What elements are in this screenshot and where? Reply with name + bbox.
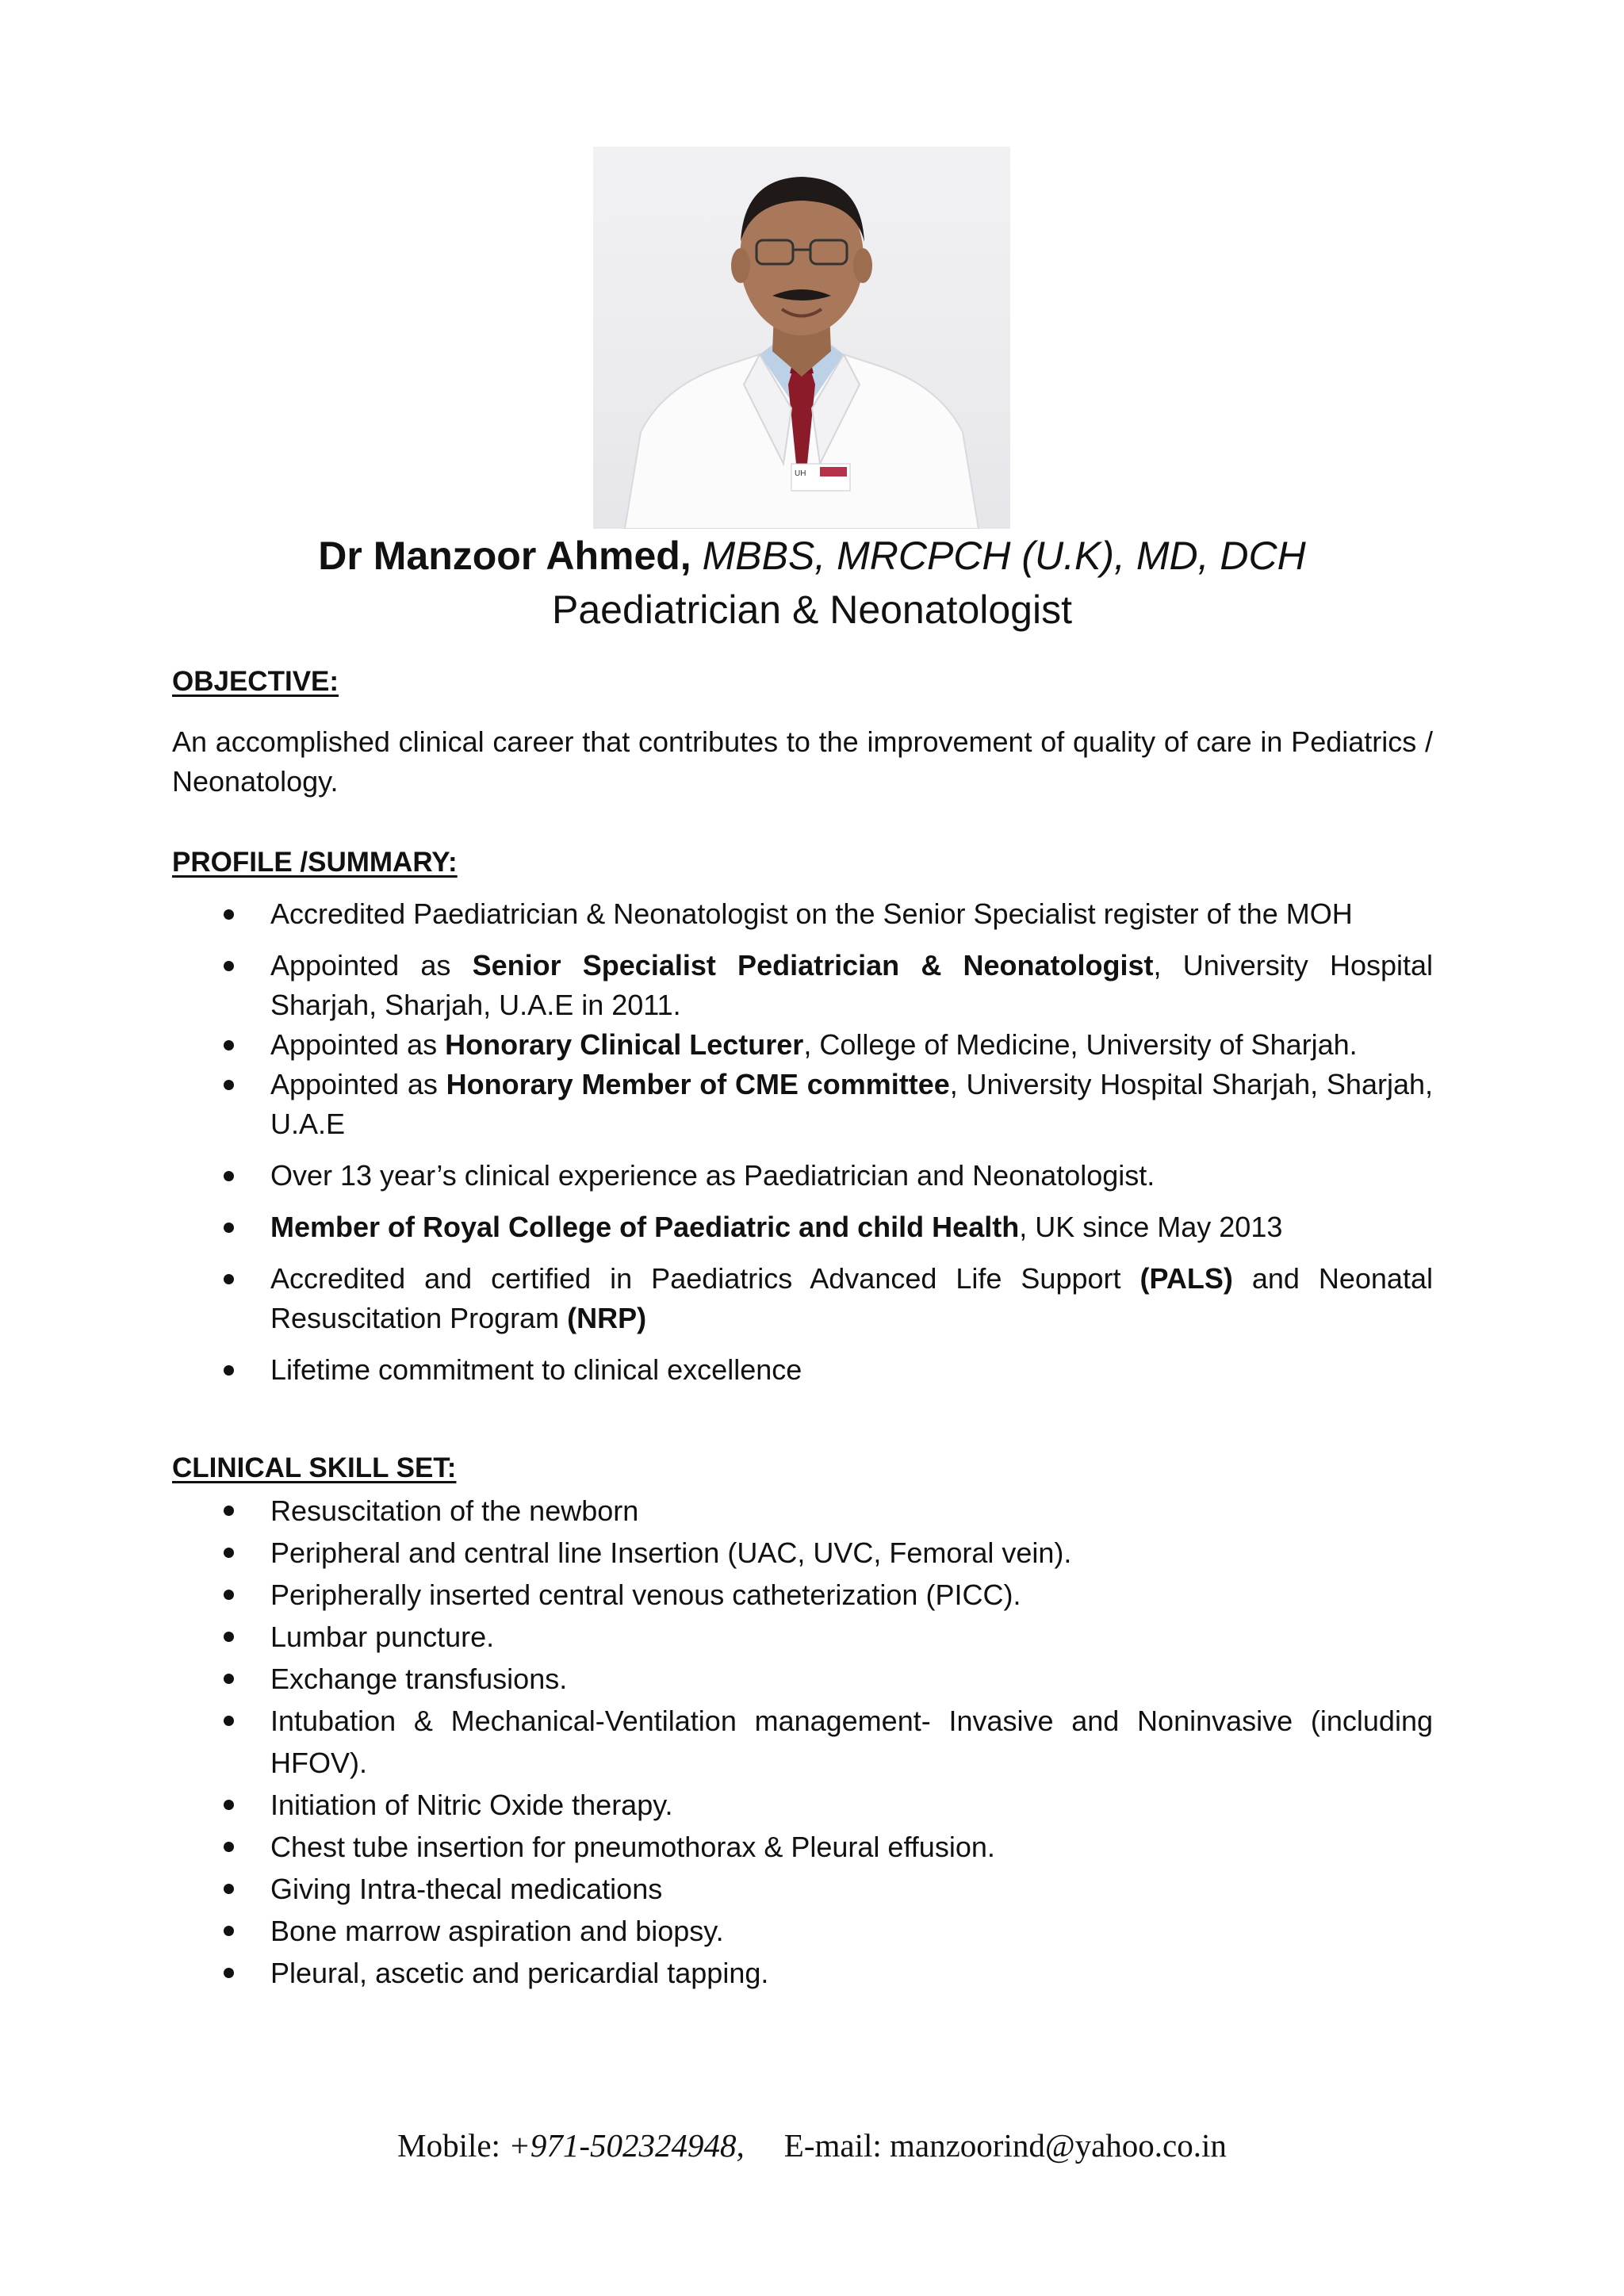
svg-text:UH: UH	[795, 469, 806, 478]
bullet-icon	[224, 1040, 234, 1050]
profile-item-bold: Senior Specialist Pediatrician & Neonatologist	[472, 949, 1154, 982]
profile-item-part: and Neonatal Resuscitation Program	[270, 1262, 1433, 1334]
bullet-icon	[224, 1365, 234, 1376]
profile-item-text	[270, 1065, 1433, 1144]
profile-item-part: , University Hospital Sharjah, Sharjah, U.A.E in 2011.	[270, 949, 1434, 1021]
bullet-icon	[224, 1674, 234, 1684]
bullet-icon	[224, 1926, 234, 1936]
skills-heading: CLINICAL SKILL SET:	[172, 1452, 457, 1483]
profile-item-bold: Honorary Member of CME committee	[446, 1068, 950, 1100]
skill-item-text: Peripherally inserted central venous catheterization (PICC).	[270, 1578, 1021, 1611]
profile-item-part: Lifetime commitment to clinical excellence	[270, 1353, 802, 1386]
profile-item-part: Accredited Paediatrician & Neonatologist on the Senior Specialist register of the MOH	[270, 897, 1353, 930]
profile-item-text	[270, 1025, 1433, 1065]
bullet-icon	[224, 1716, 234, 1726]
email-label: E-mail:	[783, 2127, 882, 2164]
bullet-icon	[224, 1968, 234, 1978]
profile-item	[172, 1259, 1433, 1338]
objective-heading: OBJECTIVE:	[172, 666, 339, 697]
profile-heading: PROFILE /SUMMARY:	[172, 847, 458, 878]
bullet-icon	[224, 1800, 234, 1810]
skill-item	[172, 1868, 1433, 1910]
mobile-number[interactable]: +971-502324948,	[508, 2127, 745, 2164]
skill-item	[172, 1574, 1433, 1616]
profile-item-text	[270, 1350, 1433, 1390]
profile-item-part: , College of Medicine, University of Sharjah.	[803, 1028, 1358, 1061]
skills-list	[172, 1490, 1433, 1994]
skill-item-text: Lumbar puncture.	[270, 1621, 495, 1653]
bullet-icon	[224, 1080, 234, 1090]
profile-item	[172, 1350, 1433, 1390]
bullet-icon	[224, 1506, 234, 1516]
profile-item	[172, 894, 1433, 934]
profile-item-part: , UK since May 2013	[1019, 1211, 1283, 1243]
skill-item-text: Chest tube insertion for pneumothorax & Pleural effusion.	[270, 1831, 995, 1863]
skill-item	[172, 1532, 1433, 1574]
skill-item	[172, 1784, 1433, 1826]
mobile-label: Mobile:	[397, 2127, 500, 2164]
objective-text: An accomplished clinical career that contributes to the improvement of quality of care in Pediatrics / Neonatology.	[172, 725, 1433, 798]
profile-item	[172, 1156, 1433, 1196]
name-heading	[0, 530, 1624, 582]
skill-item	[172, 1826, 1433, 1868]
profile-item-part: Accredited and certified in Paediatrics Advanced Life Support	[270, 1262, 1140, 1295]
profile-item-part: Appointed as	[270, 949, 473, 982]
skill-item-text: Bone marrow aspiration and biopsy.	[270, 1915, 724, 1947]
bullet-icon	[224, 1171, 234, 1181]
email-address[interactable]: manzoorind@yahoo.co.in	[890, 2127, 1227, 2164]
skill-item	[172, 1658, 1433, 1700]
bullet-icon	[224, 1223, 234, 1233]
profile-item-part: , University Hospital Sharjah, Sharjah, U.A.E	[270, 1068, 1433, 1140]
skill-item	[172, 1952, 1433, 1994]
bullet-icon	[224, 1842, 234, 1852]
bullet-icon	[224, 1548, 234, 1558]
skill-item-text: Pleural, ascetic and pericardial tapping.	[270, 1957, 769, 1989]
skill-item-text: Initiation of Nitric Oxide therapy.	[270, 1789, 673, 1821]
skill-item-text: Exchange transfusions.	[270, 1663, 568, 1695]
doctor-name: Dr Manzoor Ahmed,	[318, 534, 691, 578]
profile-item-part: Appointed as	[270, 1068, 446, 1100]
bullet-icon	[224, 909, 234, 920]
profile-item-text	[270, 1207, 1433, 1247]
bullet-icon	[224, 1884, 234, 1894]
skill-item	[172, 1700, 1433, 1784]
profile-item-bold: (NRP)	[567, 1302, 647, 1334]
profile-item	[172, 1025, 1433, 1065]
bullet-icon	[224, 961, 234, 971]
bullet-icon	[224, 1632, 234, 1642]
profile-item-text	[270, 946, 1433, 1025]
skill-item	[172, 1490, 1433, 1532]
profile-item	[172, 1207, 1433, 1247]
skill-item-text: Giving Intra-thecal medications	[270, 1873, 663, 1905]
skill-item	[172, 1616, 1433, 1658]
profile-item-part: Over 13 year’s clinical experience as Paediatrician and Neonatologist.	[270, 1159, 1155, 1192]
skill-item-text: Resuscitation of the newborn	[270, 1494, 639, 1527]
job-title: Paediatrician & Neonatologist	[552, 587, 1072, 632]
profile-item-bold: Honorary Clinical Lecturer	[445, 1028, 804, 1061]
skill-item	[172, 1910, 1433, 1952]
contact-footer	[0, 2125, 1624, 2166]
profile-item-text	[270, 894, 1433, 934]
profile-item-bold: (PALS)	[1139, 1262, 1233, 1295]
profile-item-text	[270, 1156, 1433, 1196]
profile-item-text	[270, 1259, 1433, 1338]
profile-list	[172, 894, 1433, 1390]
profile-item-part: Appointed as	[270, 1028, 446, 1061]
profile-item-bold: Member of Royal College of Paediatric and child Health	[270, 1211, 1020, 1243]
skill-item-text: Peripheral and central line Insertion (UAC, UVC, Femoral vein).	[270, 1536, 1072, 1569]
doctor-portrait-image	[593, 147, 1010, 529]
bullet-icon	[224, 1274, 234, 1284]
profile-item	[172, 946, 1433, 1025]
skill-item-text: Intubation & Mechanical-Ventilation management- Invasive and Noninvasive (including HFOV).	[270, 1705, 1433, 1779]
bullet-icon	[224, 1590, 234, 1600]
qualifications: MBBS, MRCPCH (U.K), MD, DCH	[702, 534, 1306, 578]
profile-item	[172, 1065, 1433, 1144]
profile-photo	[593, 147, 1010, 529]
